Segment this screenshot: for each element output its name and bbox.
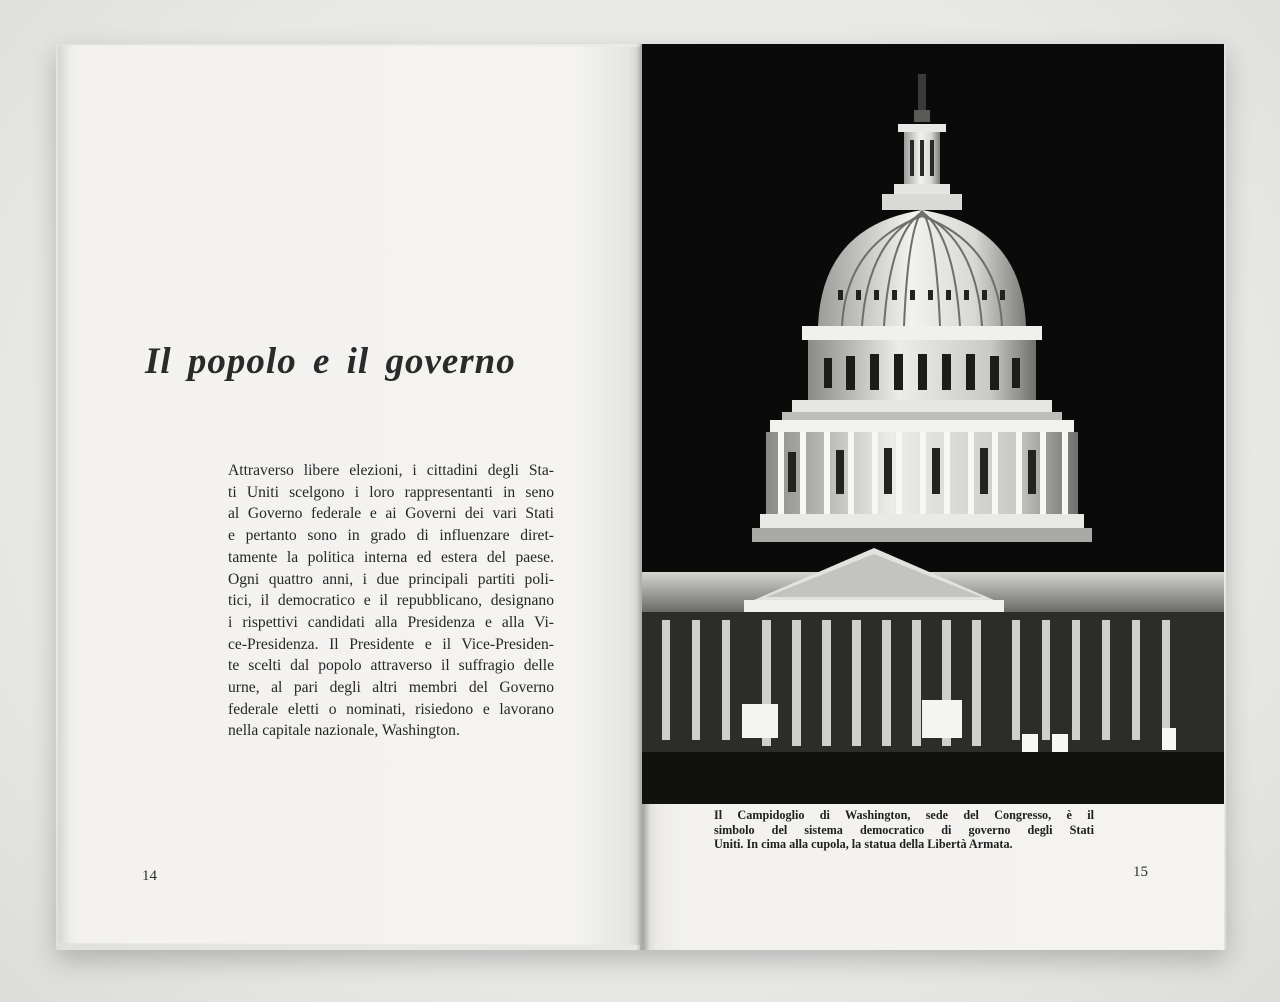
body-line: Attraverso libere elezioni, i cittadini degli Sta- xyxy=(228,462,554,479)
body-line: e pertanto sono in grado di influenzare diret- xyxy=(228,527,554,545)
body-line: urne, al pari degli altri membri del Governo xyxy=(228,679,554,697)
lamp-pedestal-right xyxy=(922,700,962,738)
body-line: ce-Presidenza. Il Presidente e il Vice-Presiden- xyxy=(228,635,554,653)
caption-line: simbolo del sistema democratico di governo degli Stati xyxy=(714,822,1094,837)
ground xyxy=(642,752,1224,804)
body-line: tamente la politica interna ed estera del paese. xyxy=(228,548,554,566)
chapter-heading: Il popolo e il governo xyxy=(145,341,516,382)
statue-of-freedom xyxy=(918,74,926,114)
photo-caption xyxy=(714,808,1094,852)
caption-line: Uniti. In cima alla cupola, la statua della Libertà Armata. xyxy=(714,837,1013,851)
capitol-dome-illustration xyxy=(642,44,1224,804)
body-line: i rispettivi candidati alla Presidenza e alla Vi- xyxy=(228,613,554,631)
page-number-right: 15 xyxy=(1133,864,1148,880)
body-line: federale eletti o nominati, risiedono e lavorano xyxy=(228,700,554,718)
left-page-edge xyxy=(58,45,70,943)
page-number-left: 14 xyxy=(142,868,157,884)
body-line: Ogni quattro anni, i due principali partiti poli- xyxy=(228,570,554,588)
body-line: al Governo federale e ai Governi dei vari Stati xyxy=(228,505,554,523)
body-line: te scelti dal popolo attraverso il suffragio delle xyxy=(228,657,554,675)
body-line: tici, il democratico e il repubblicano, designano xyxy=(228,592,554,610)
body-line: ti Uniti scelgono i loro rappresentanti in seno xyxy=(228,483,554,501)
body-paragraph xyxy=(228,460,554,742)
capitol-dome-photo xyxy=(642,44,1224,804)
caption-line: Il Campidoglio di Washington, sede del Congresso, è il xyxy=(714,808,1094,822)
body-line: nella capitale nazionale, Washington. xyxy=(228,722,460,740)
lamp-pedestal-left xyxy=(742,704,778,738)
